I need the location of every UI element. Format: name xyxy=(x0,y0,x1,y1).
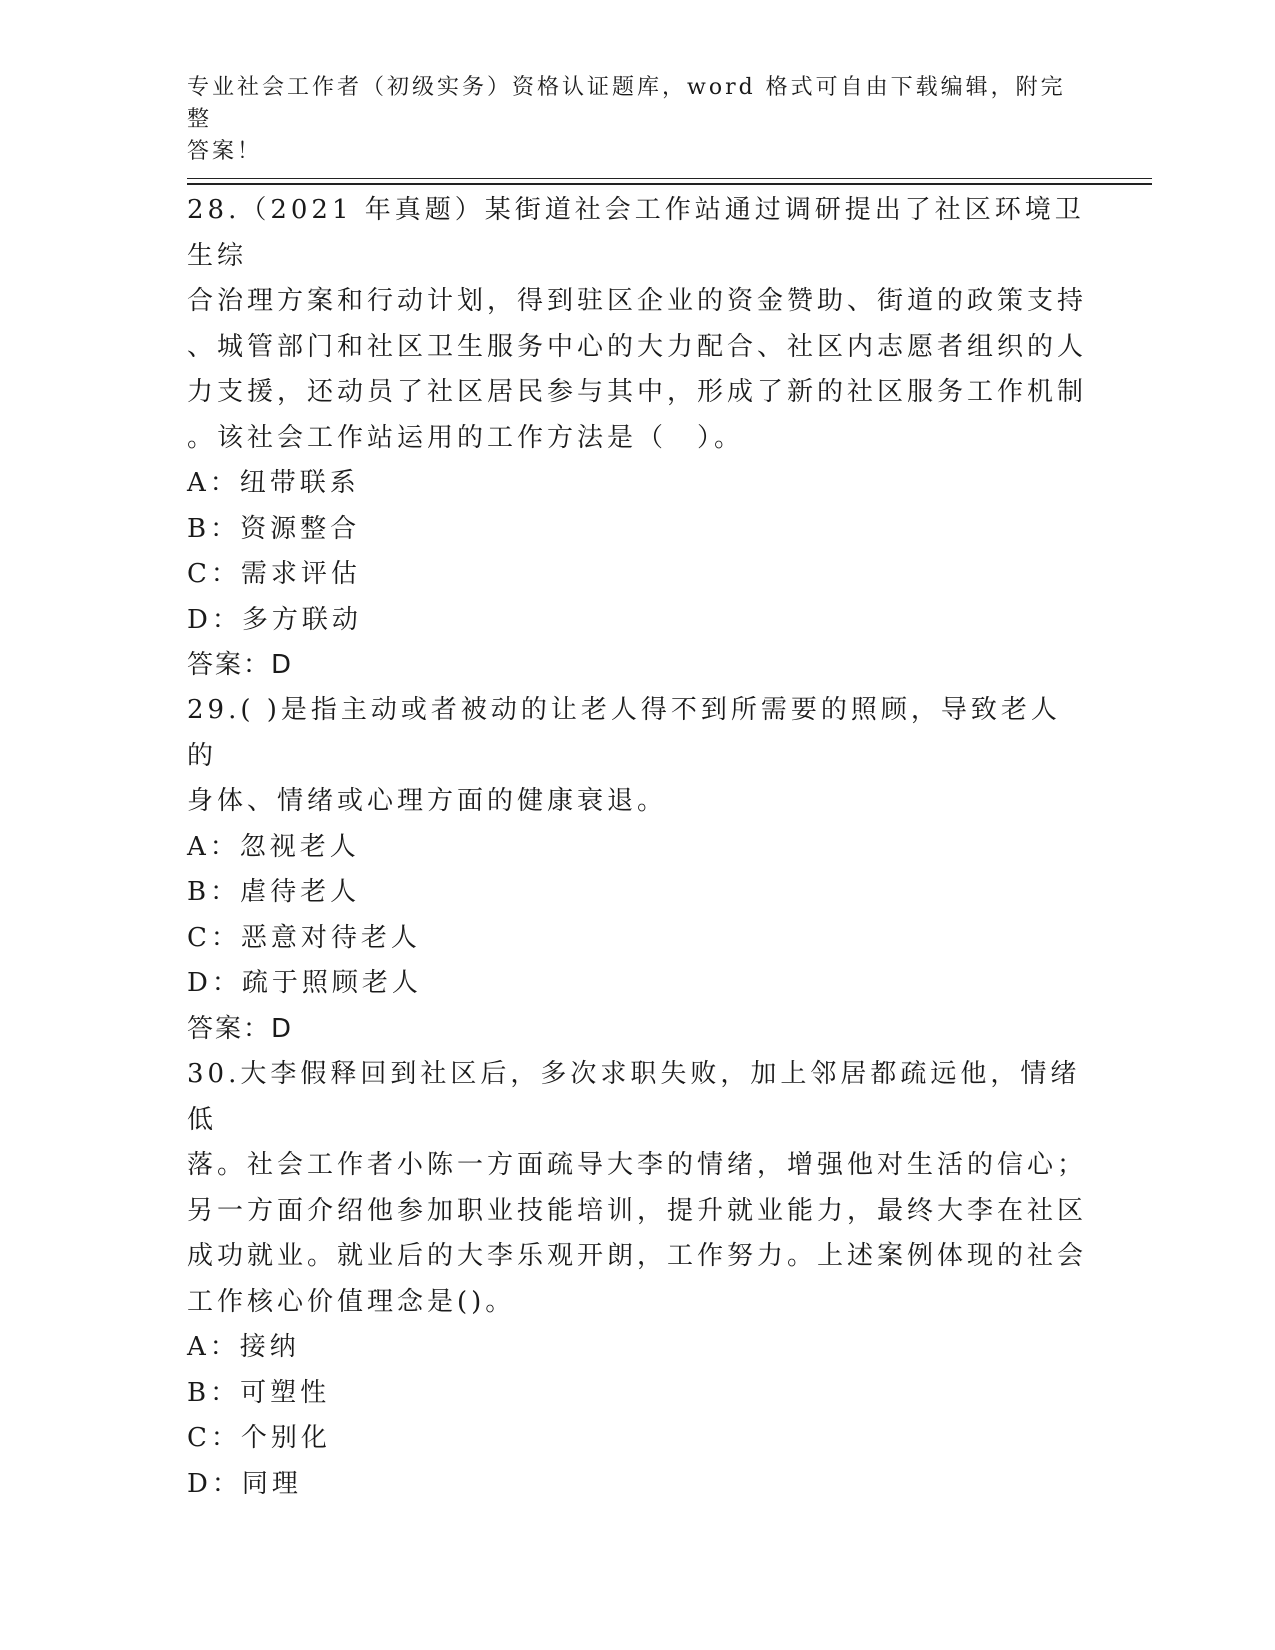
question-stem-line: 力支援，还动员了社区居民参与其中，形成了新的社区服务工作机制 xyxy=(187,377,1088,407)
header-line-1: 专业社会工作者（初级实务）资格认证题库，word 格式可自由下载编辑，附完整 xyxy=(187,75,1066,132)
option-d: D：多方联动 xyxy=(187,604,362,635)
option-b: B：可塑性 xyxy=(187,1377,331,1408)
option-a: A：接纳 xyxy=(187,1332,300,1362)
question-stem-line: 、城管部门和社区卫生服务中心的大力配合、社区内志愿者组织的人 xyxy=(187,331,1088,362)
option-b: B：虐待老人 xyxy=(187,877,361,907)
option-a: A：忽视老人 xyxy=(187,831,360,862)
question-stem-line: 28.（2021 年真题）某街道社会工作站通过调研提出了社区环境卫生综 xyxy=(187,195,1085,271)
question-28 xyxy=(187,188,1087,689)
option-d: D：疏于照顾老人 xyxy=(187,968,422,998)
question-29 xyxy=(187,688,1087,1052)
question-stem-line: 身体、情绪或心理方面的健康衰退。 xyxy=(187,786,668,816)
question-stem-line: 落。社会工作者小陈一方面疏导大李的情绪，增强他对生活的信心； xyxy=(187,1150,1088,1180)
header-divider-thick xyxy=(187,183,1152,185)
option-c: C：个别化 xyxy=(187,1423,331,1453)
question-stem-line: 29.( )是指主动或者被动的让老人得不到所需要的照顾，导致老人的 xyxy=(187,695,1061,771)
question-stem-line: 另一方面介绍他参加职业技能培训，提升就业能力，最终大李在社区 xyxy=(187,1195,1088,1226)
option-b: B：资源整合 xyxy=(187,513,361,544)
option-c: C：需求评估 xyxy=(187,559,361,589)
answer-line: 答案：D xyxy=(187,1013,294,1044)
question-stem-line: 工作核心价值理念是()。 xyxy=(187,1286,516,1317)
question-30 xyxy=(187,1052,1087,1507)
question-stem-line: 30.大李假释回到社区后，多次求职失败，加上邻居都疏远他，情绪低 xyxy=(187,1059,1081,1135)
header-line-2: 答案！ xyxy=(187,139,263,164)
question-stem-line: 合治理方案和行动计划，得到驻区企业的资金赞助、街道的政策支持 xyxy=(187,286,1088,316)
answer-line: 答案：D xyxy=(187,650,294,680)
option-a: A：纽带联系 xyxy=(187,468,360,498)
document-header xyxy=(187,72,1087,168)
option-c: C：恶意对待老人 xyxy=(187,922,421,953)
question-stem-line: 成功就业。就业后的大李乐观开朗，工作努力。上述案例体现的社会 xyxy=(187,1241,1088,1271)
option-d: D：同理 xyxy=(187,1468,302,1499)
header-divider-thin xyxy=(187,178,1152,179)
question-stem-line: 。该社会工作站运用的工作方法是（ ）。 xyxy=(187,422,745,453)
